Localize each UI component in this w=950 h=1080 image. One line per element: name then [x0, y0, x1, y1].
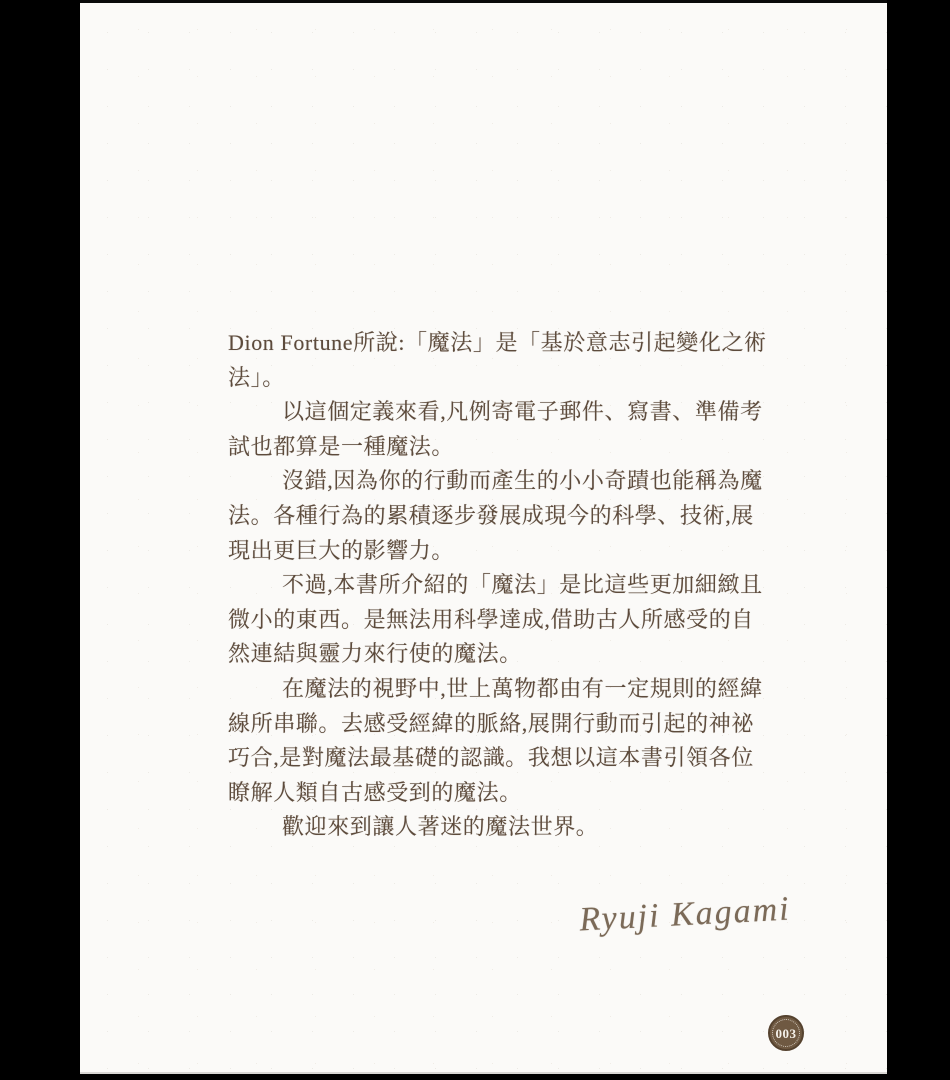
text-line: 歡迎來到讓人著迷的魔法世界。 — [282, 814, 599, 840]
text-line: 現出更巨大的影響力。 — [228, 537, 455, 563]
text-line: 巧合,是對魔法最基礎的認識。我想以這本書引領各位 — [228, 745, 754, 771]
text-line: 法。各種行為的累積逐步發展成現今的科學、技術,展 — [228, 502, 754, 528]
page-number: 003 — [775, 1025, 797, 1041]
page-number-badge — [768, 1015, 804, 1051]
text-line: 不過,本書所介紹的「魔法」是比這些更加細緻且 — [282, 572, 763, 598]
body-text — [228, 326, 773, 845]
text-line: 以這個定義來看,凡例寄電子郵件、寫書、準備考 — [282, 399, 763, 425]
text-line: Dion Fortune所說:「魔法」是「基於意志引起變化之術 — [228, 330, 767, 355]
text-line: 微小的東西。是無法用科學達成,借助古人所感受的自 — [228, 606, 754, 632]
text-line: 法」。 — [228, 364, 285, 390]
book-page — [80, 3, 887, 1074]
text-line: 在魔法的視野中,世上萬物都由有一定規則的經緯 — [282, 675, 763, 701]
text-line: 瞭解人類自古感受到的魔法。 — [228, 779, 522, 805]
text-line: 然連結與靈力來行使的魔法。 — [228, 641, 522, 667]
author-signature: Ryuji Kagami — [578, 890, 792, 939]
text-line: 沒錯,因為你的行動而產生的小小奇蹟也能稱為魔 — [282, 468, 763, 494]
text-line: 試也都算是一種魔法。 — [228, 433, 455, 459]
text-line: 線所串聯。去感受經緯的脈絡,展開行動而引起的神祕 — [228, 710, 754, 736]
